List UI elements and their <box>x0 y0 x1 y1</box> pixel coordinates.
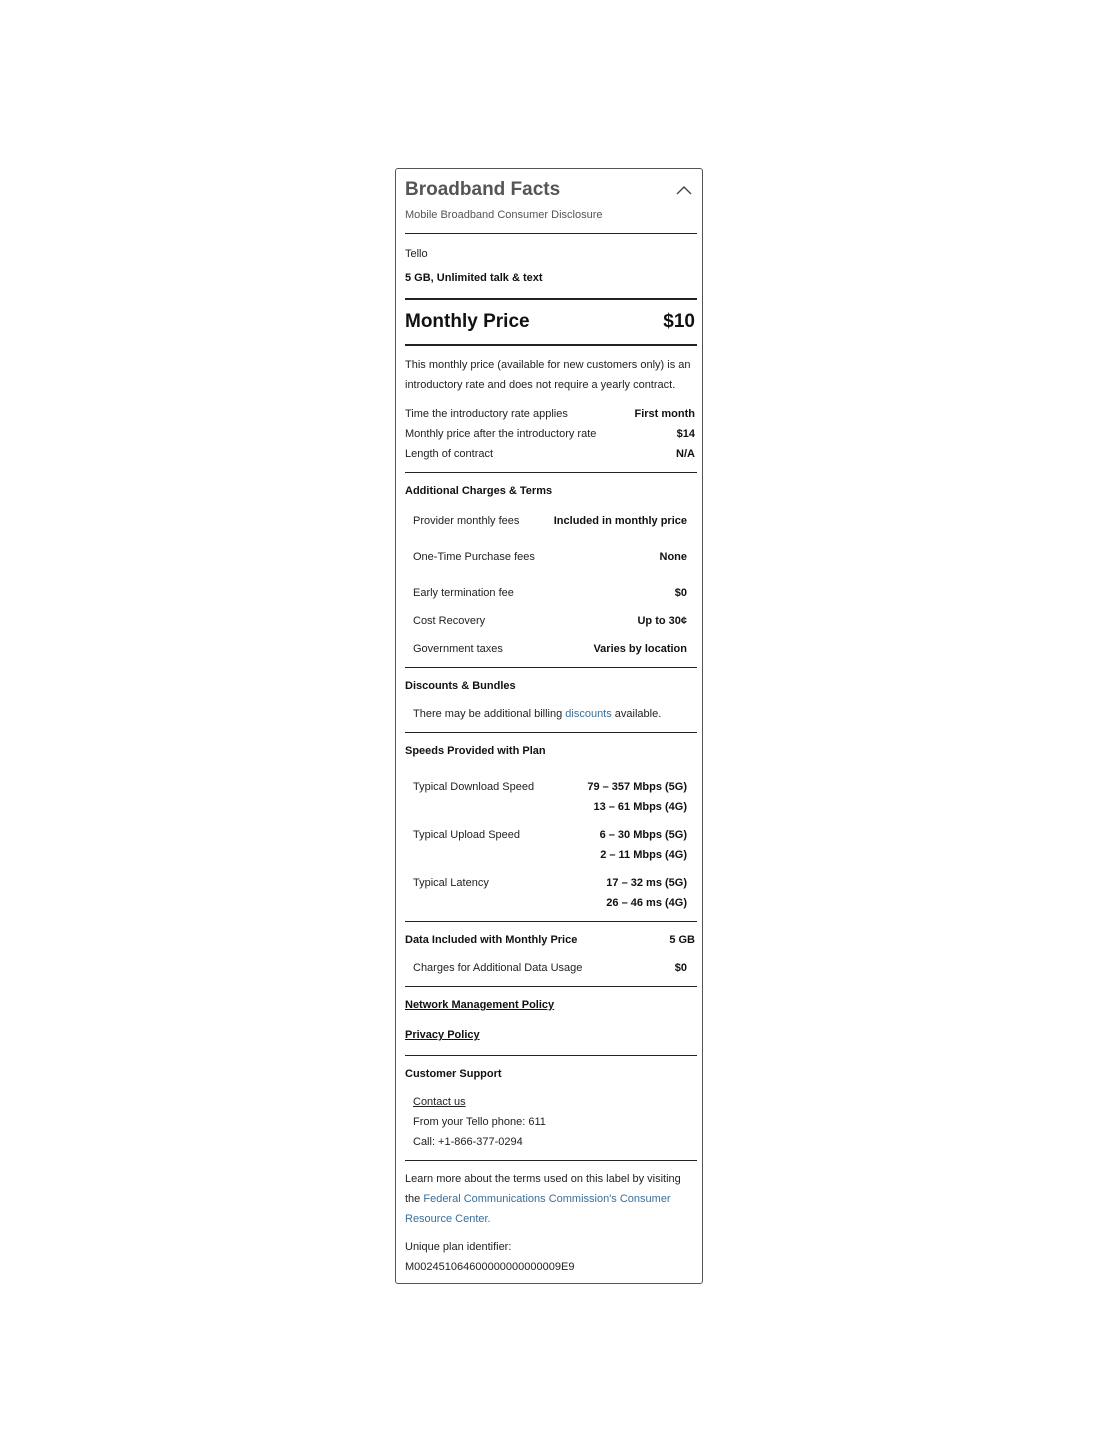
divider <box>405 472 697 473</box>
divider <box>405 344 697 346</box>
data-included-heading: Data Included with Monthly Price <box>405 934 578 946</box>
data-included-value: 5 GB <box>669 934 695 946</box>
speed-value-4g: 2 – 11 Mbps (4G) <box>600 849 687 861</box>
speed-label: Typical Download Speed <box>413 781 535 793</box>
card-title: Broadband Facts <box>405 179 561 200</box>
customer-support-heading: Customer Support <box>405 1068 502 1080</box>
monthly-price-description: This monthly price (available for new customers only) is an introductory rate and does not require a yearly contract. <box>405 359 691 391</box>
speed-value-5g: 79 – 357 Mbps (5G) <box>587 781 687 793</box>
chevron-up-icon[interactable] <box>675 183 693 197</box>
footer-text <box>405 1169 695 1229</box>
speed-label: Typical Latency <box>413 877 489 889</box>
card-subtitle: Mobile Broadband Consumer Disclosure <box>405 209 603 221</box>
divider <box>405 233 697 234</box>
intro-term-value: N/A <box>676 448 695 460</box>
provider-name: Tello <box>405 248 428 260</box>
divider <box>405 1055 697 1056</box>
plan-id-label: Unique plan identifier: <box>405 1241 512 1253</box>
divider <box>405 1160 697 1161</box>
privacy-policy-link[interactable]: Privacy Policy <box>405 1029 480 1041</box>
discounts-heading: Discounts & Bundles <box>405 680 516 692</box>
extra-data-label: Charges for Additional Data Usage <box>413 962 583 974</box>
network-management-policy-link[interactable]: Network Management Policy <box>405 999 555 1011</box>
speed-label: Typical Upload Speed <box>413 829 521 841</box>
intro-term-label: Length of contract <box>405 448 494 460</box>
tello-phone-number: From your Tello phone: 611 <box>413 1116 546 1128</box>
plan-id: M002451064600000000000009E9 <box>405 1261 575 1273</box>
plan-name: 5 GB, Unlimited talk & text <box>405 272 543 284</box>
intro-term-value: $14 <box>676 428 695 440</box>
discounts-link[interactable]: discounts <box>565 708 612 720</box>
divider <box>405 732 697 733</box>
speed-value-4g: 13 – 61 Mbps (4G) <box>593 801 687 813</box>
divider <box>405 921 697 922</box>
contact-us-link[interactable]: Contact us <box>413 1096 466 1108</box>
discounts-text-before: There may be additional billing <box>413 708 566 720</box>
charge-label: Cost Recovery <box>413 615 486 627</box>
divider <box>405 667 697 668</box>
intro-term-value: First month <box>634 408 695 420</box>
monthly-price-label: Monthly Price <box>405 311 530 332</box>
speed-value-5g: 6 – 30 Mbps (5G) <box>599 829 687 841</box>
charge-value: Up to 30¢ <box>637 615 687 627</box>
broadband-facts-card <box>395 168 703 1284</box>
extra-data-value: $0 <box>674 962 687 974</box>
speed-value-5g: 17 – 32 ms (5G) <box>606 877 687 889</box>
charge-value: Included in monthly price <box>553 515 687 527</box>
divider <box>405 986 697 987</box>
charge-label: One-Time Purchase fees <box>413 551 535 563</box>
charge-value: None <box>659 551 687 563</box>
charge-label: Early termination fee <box>413 587 514 599</box>
charge-value: $0 <box>674 587 687 599</box>
charge-label: Government taxes <box>413 643 503 655</box>
discounts-text-after: available. <box>611 708 662 720</box>
intro-term-label: Monthly price after the introductory rate <box>405 428 597 440</box>
monthly-price-value: $10 <box>663 311 695 332</box>
discounts-text <box>413 708 661 720</box>
footer-text-before: Learn more about the terms used on this label by visiting the <box>405 1173 681 1205</box>
fcc-link[interactable]: Federal Communications Commission's Consumer Resource Center. <box>405 1193 671 1225</box>
speeds-heading: Speeds Provided with Plan <box>405 745 546 757</box>
speed-value-4g: 26 – 46 ms (4G) <box>606 897 687 909</box>
charge-value: Varies by location <box>593 643 687 655</box>
divider <box>405 298 697 300</box>
charge-label: Provider monthly fees <box>413 515 520 527</box>
intro-term-label: Time the introductory rate applies <box>405 408 568 420</box>
additional-charges-heading: Additional Charges & Terms <box>405 485 553 497</box>
call-number: Call: +1-866-377-0294 <box>413 1136 523 1148</box>
